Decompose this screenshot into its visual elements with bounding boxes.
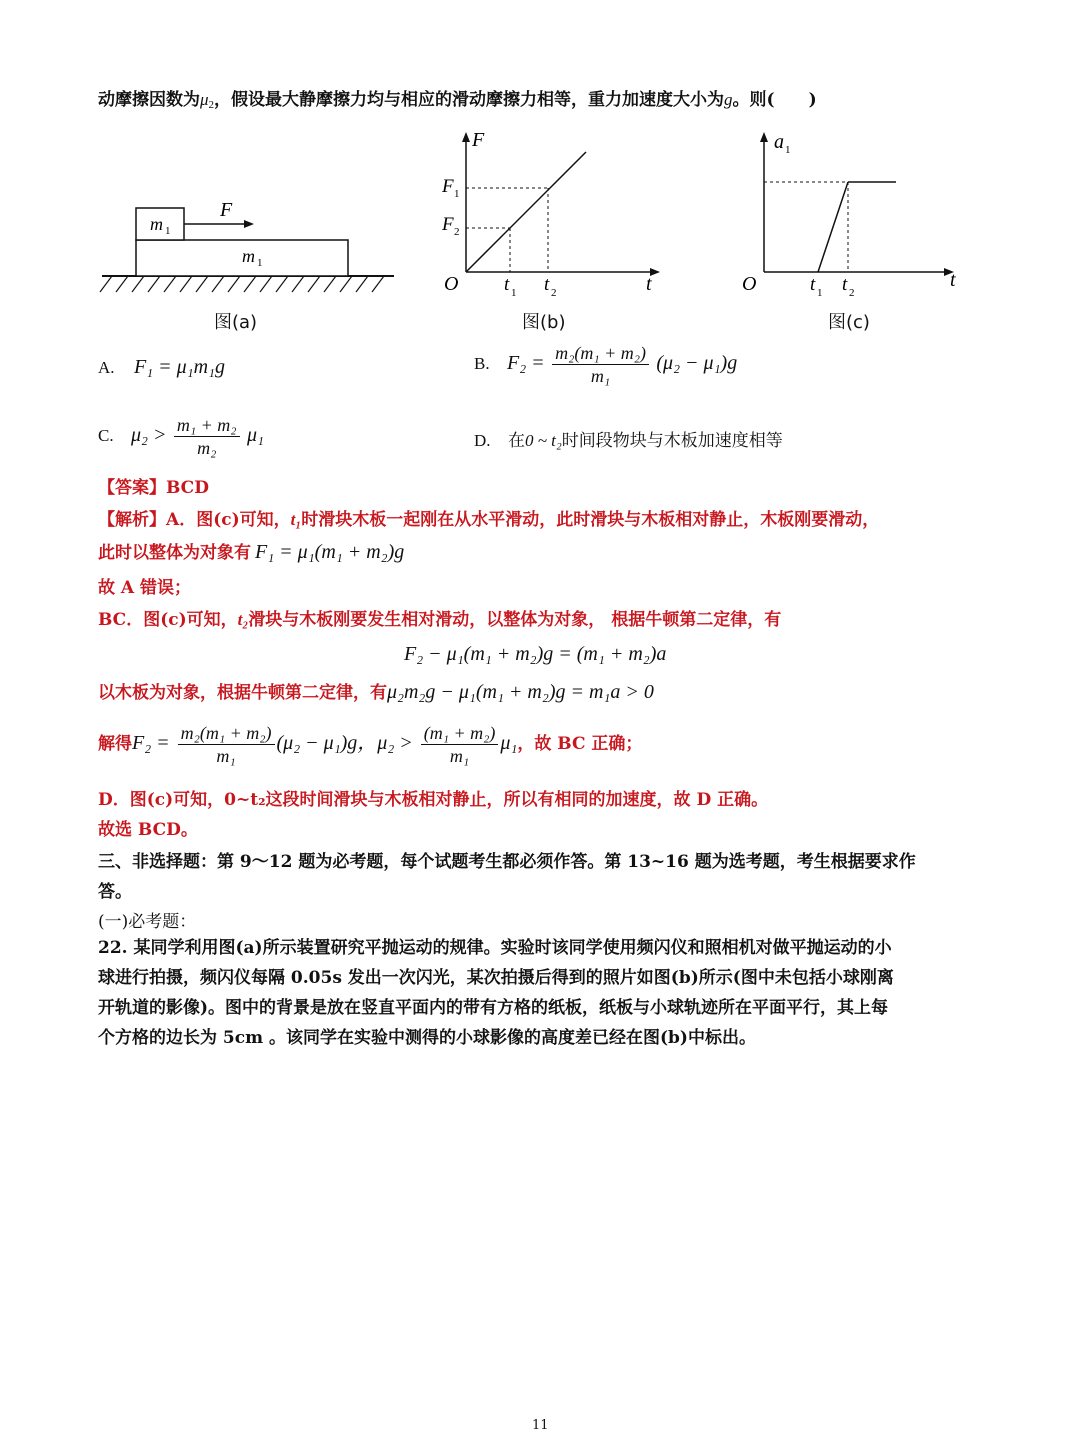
svg-text:2: 2 [849,287,855,299]
answer-label: 【答案】BCD [98,478,209,498]
equation-1: F₂ − μ₁(m₁ + m₂)g = (m₁ + m₂)a [404,643,667,665]
question-intro-line: 动摩擦因数为$\mu_2$，假设最大静摩擦力均与相应的滑动摩擦力相等，重力加速度大小为g。则( ) [98,90,817,111]
section-heading-line-2: 答。 [98,882,132,902]
svg-text:F: F [442,176,454,197]
section-heading-line-1: 三、非选择题：第 9～12 题为必考题，每个试题考生都必须作答。第 13~16 题为选考题，考生根据要求作 [98,852,916,872]
question-22-line-4: 个方格的边长为 5cm 。该同学在实验中测得的小球影像的高度差已经在图(b)中标出。 [98,1028,756,1048]
figure-a-caption: 图(a) [214,312,258,333]
svg-text:1: 1 [454,188,460,200]
svg-text:a: a [774,131,784,153]
ground-hatching [100,276,384,292]
F-t-line [466,152,586,272]
svg-text:F: F [472,129,485,151]
figure-a-diagram [98,190,398,300]
option-d: D. 在0 ~ t₂时间段物块与木板加速度相等 [474,431,783,451]
question-22-line-3: 开轨道的影像)。图中的背景是放在竖直平面内的带有方格的纸板，纸板与小球轨迹所在平面平行，其上每 [98,998,889,1018]
svg-text:t: t [950,269,956,291]
svg-text:t: t [646,273,652,295]
figure-c-caption: 图(c) [828,312,870,333]
svg-text:m: m [242,246,255,266]
svg-text:O: O [444,273,459,295]
analysis-line-6: 以木板为对象，根据牛顿第二定律，有μ₂m₂g − μ₁(m₁ + m₂)g = m₁a > 0 [98,681,654,703]
a-t-line [818,182,848,272]
option-a: A. F₁ = μ₁m₁g [98,356,225,378]
svg-text:t: t [810,274,816,295]
question-22-line-2: 球进行拍摄，频闪仪每隔 0.05s 发出一次闪光，某次拍摄后得到的照片如图(b)所示(图中未包括小球刚离 [98,968,894,988]
svg-text:1: 1 [257,257,263,269]
mu2-symbol: μ [200,90,209,109]
analysis-line-3: 故 A 错误； [98,578,192,598]
figure-b-caption: 图(b) [522,312,566,333]
analysis-line-9: 故选 BCD。 [98,820,198,840]
question-22-line-1: 22. 某同学利用图(a)所示装置研究平抛运动的规律。实验时该同学使用频闪仪和照相机对做平抛运动的小 [98,938,892,958]
section-subheading: (一)必考题： [98,912,197,932]
svg-text:1: 1 [511,287,517,299]
svg-text:1: 1 [785,144,791,156]
option-c: C. μ₂ > $\frac{\text{m₁ + m₂}}{\text{m₂}}$ μ₁ [98,415,264,458]
svg-text:1: 1 [817,287,823,299]
analysis-line-8: D．图(c)可知，0~t₂这段时间滑块与木板相对静止，所以有相同的加速度，故 D 正确。 [98,790,769,810]
figure-b-graph [436,128,666,304]
svg-text:2: 2 [454,226,460,238]
analysis-line-2: 此时以整体为对象有 F₁ = μ₁(m₁ + m₂)g [98,541,405,563]
svg-text:1: 1 [165,225,171,237]
analysis-line-4: BC．图(c)可知，t₂滑块与木板刚要发生相对滑动，以整体为对象， 根据牛顿第二定律，有 [98,610,782,630]
svg-text:2: 2 [551,287,557,299]
analysis-line-7: 解得F₂ = $\frac{\text{m₂(m₁ + m₂)}}{\text{m₁}}$ (μ₂ − μ₁)g，μ₂ > $\frac{\text{(m₁ + m₂)}}{\text{m₁}}$ μ₁，故 BC 正确； [98,723,643,766]
svg-text:F: F [442,214,454,235]
force-label: F [220,199,233,221]
page-number: 11 [532,1418,549,1433]
analysis-line-1: 【解析】A．图(c)可知，t₁时滑块木板一起刚在从水平滑动，此时滑块与木板相对静止，木板刚要滑动， [98,510,880,530]
svg-text:O: O [742,273,757,295]
svg-text:t: t [842,274,848,295]
figure-c-graph [738,128,968,304]
option-b: B. F₂ = $\frac{\text{m₂(m₁ + m₂)}}{\text{m₁}}$ (μ₂ − μ₁)g [474,343,738,386]
svg-text:t: t [504,274,510,295]
svg-text:m: m [150,214,163,234]
svg-text:t: t [544,274,550,295]
